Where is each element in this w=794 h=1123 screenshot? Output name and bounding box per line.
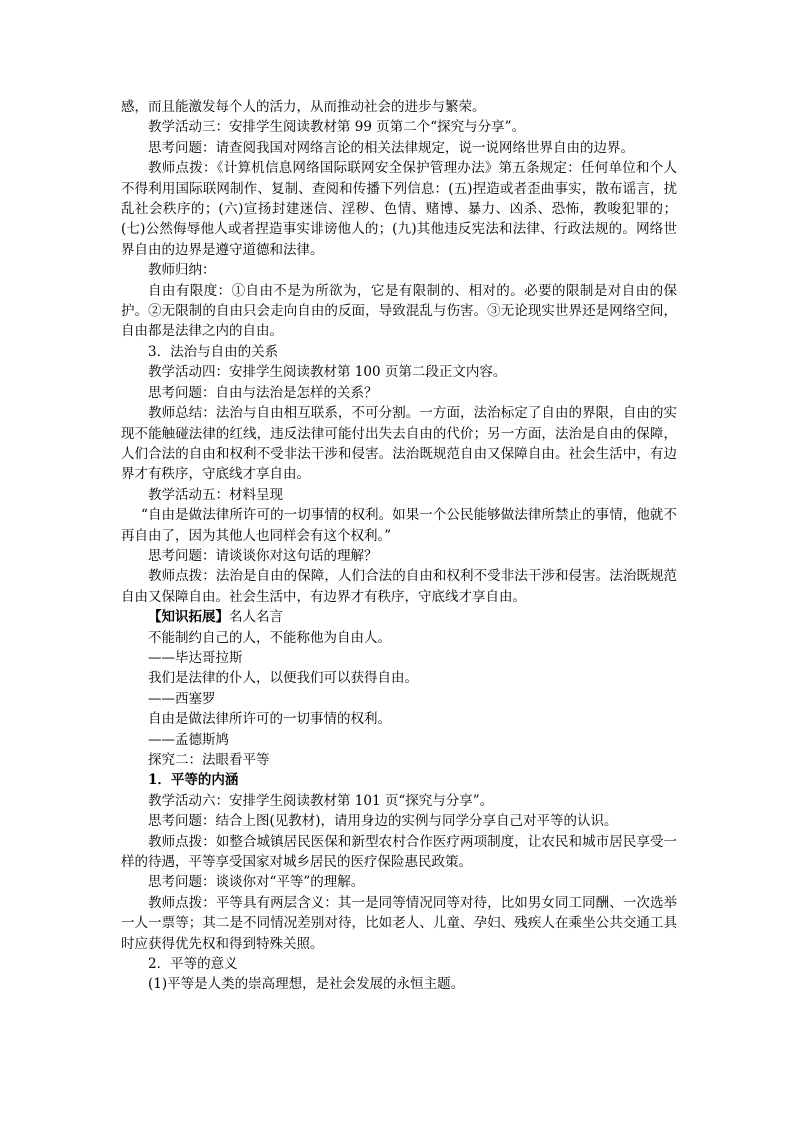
paragraph <box>121 668 677 688</box>
paragraph-text: (1)平等是人类的崇高理想，是社会发展的永恒主题。 <box>148 976 465 993</box>
paragraph-text: ——毕达哥拉斯 <box>148 649 243 666</box>
paragraph-text: 名人名言 <box>229 609 283 626</box>
paragraph-text: 材料呈现 <box>229 486 283 503</box>
paragraph-label: 教师点拨： <box>148 833 216 850</box>
paragraph <box>121 872 677 892</box>
paragraph-text: 1．平等的内涵 <box>148 772 239 789</box>
paragraph <box>121 97 677 117</box>
paragraph-label: 思考问题： <box>148 384 216 401</box>
paragraph <box>121 607 677 627</box>
paragraph <box>121 117 677 137</box>
paragraph-label: 思考问题： <box>148 547 216 564</box>
paragraph-text: 3．法治与自由的关系 <box>148 343 279 360</box>
paragraph <box>121 709 677 729</box>
paragraph <box>121 260 677 280</box>
paragraph-label: 教师总结： <box>148 405 216 422</box>
paragraph <box>121 811 677 831</box>
paragraph-text: ——西塞罗 <box>148 690 216 707</box>
paragraph <box>121 342 677 362</box>
paragraph <box>121 138 677 158</box>
paragraph-text: 法治与自由相互联系，不可分割。一方面，法治标定了自由的界限，自由的实现不能触碰法律的红线，违反法律可能付出失去自由的代价；另一方面，法治是自由的保障，人们合法的自由和权利不受非法干涉和侵害。法治既规范自由又保障自由。社会生活中，有边界才有秩序，守底线才享自由。 <box>121 405 678 483</box>
document-body <box>121 97 677 995</box>
paragraph <box>121 832 677 873</box>
paragraph-label: 思考问题： <box>148 813 216 830</box>
paragraph-text: 自由是做法律所许可的一切事情的权利。 <box>148 711 391 728</box>
paragraph-text: 结合上图(见教材)，请用身边的实例与同学分享自己对平等的认识。 <box>215 813 618 830</box>
paragraph-text: 2．平等的意义 <box>148 956 238 973</box>
paragraph <box>121 403 677 485</box>
paragraph-label: 思考问题： <box>148 139 216 156</box>
paragraph <box>121 546 677 566</box>
paragraph-text: 法治是自由的保障，人们合法的自由和权利不受非法干涉和侵害。法治既规范自由又保障自由。社会生活中，有边界才有秩序，守底线才享自由。 <box>121 568 678 605</box>
paragraph-label: 教学活动五： <box>148 486 229 503</box>
paragraph-text: 安排学生阅读教材第 99 页第二个“探究与分享”。 <box>229 119 526 136</box>
paragraph <box>121 362 677 382</box>
paragraph-text: 自由与法治是怎样的关系？ <box>215 384 378 401</box>
paragraph-label: 教师点拨： <box>148 160 217 177</box>
paragraph-text: 如整合城镇居民医保和新型农村合作医疗两项制度，让农民和城市居民享受一样的待遇，平等享受国家对城乡居民的医疗保险惠民政策。 <box>121 833 678 871</box>
paragraph-text: 感，而且能激发每个人的活力，从而推动社会的进步与繁荣。 <box>121 99 486 115</box>
paragraph <box>121 648 677 668</box>
paragraph <box>121 750 677 770</box>
paragraph-text: 平等具有两层含义：其一是同等情况同等对待，比如男女同工同酬、一次选举一人一票等；其二是不同情况差别对待，比如老人、儿童、孕妇、残疾人在乘坐公共交通工具时应获得优先权和得到特殊关照。 <box>121 894 678 952</box>
paragraph <box>121 791 677 811</box>
paragraph-text: 谈谈你对“平等”的理解。 <box>215 874 365 891</box>
paragraph-text: 我们是法律的仆人，以便我们可以获得自由。 <box>148 670 418 687</box>
paragraph <box>121 505 677 546</box>
paragraph <box>121 730 677 750</box>
paragraph-label: 教学活动六： <box>148 792 229 809</box>
paragraph-label: 教师点拨： <box>148 568 216 585</box>
paragraph <box>121 974 677 994</box>
paragraph-text: 探究二：法眼看平等 <box>148 752 270 768</box>
paragraph-text: 《计算机信息网络国际联网安全保护管理办法》第五条规定：任何单位和个人不得利用国际联网制作、复制、查阅和传播下列信息：(五)捏造或者歪曲事实，散布谣言，扰乱社会秩序的；(六)宣扬封建迷信、淫秽、色情、赌博、暴力、凶杀、恐怖，教唆犯罪的；(七)公然侮辱他人或者捏造事实诽谤他人的；(九)其他违反宪法和法律、行政法规的。网络世界自由的边界是遵守道德和法律。 <box>121 160 678 258</box>
paragraph-label: 【知识拓展】 <box>148 609 229 626</box>
paragraph <box>121 628 677 648</box>
paragraph <box>121 383 677 403</box>
paragraph <box>121 485 677 505</box>
paragraph-label: 教师点拨： <box>148 894 216 911</box>
paragraph <box>121 281 677 342</box>
paragraph <box>121 954 677 974</box>
paragraph-label: 教学活动四： <box>148 364 229 381</box>
paragraph <box>121 770 677 790</box>
paragraph <box>121 893 677 954</box>
paragraph <box>121 689 677 709</box>
paragraph <box>121 566 677 607</box>
paragraph-text: 请查阅我国对网络言论的相关法律规定，说一说网络世界自由的边界。 <box>215 139 634 156</box>
paragraph-text: 自由有限度：①自由不是为所欲为，它是有限制的、相对的。必要的限制是对自由的保护。②无限制的自由只会走向自由的反面，导致混乱与伤害。③无论现实世界还是网络空间，自由都是法律之内的自由。 <box>121 282 677 340</box>
paragraph-text: “自由是做法律所许可的一切事情的权利。如果一个公民能够做法律所禁止的事情，他就不再自由了，因为其他人也同样会有这个权利。” <box>121 507 677 544</box>
paragraph-text: 安排学生阅读教材第 100 页第二段正文内容。 <box>229 364 507 381</box>
paragraph <box>121 158 677 260</box>
paragraph-label: 思考问题： <box>148 874 216 891</box>
paragraph-text: 教师归纳： <box>148 262 216 279</box>
paragraph-text: 安排学生阅读教材第 101 页“探究与分享”。 <box>229 792 494 809</box>
paragraph-text: 不能制约自己的人，不能称他为自由人。 <box>148 629 391 646</box>
paragraph-label: 教学活动三： <box>148 119 229 136</box>
paragraph-text: 请谈谈你对这句话的理解？ <box>215 547 378 564</box>
paragraph-text: ——孟德斯鸠 <box>148 731 229 748</box>
